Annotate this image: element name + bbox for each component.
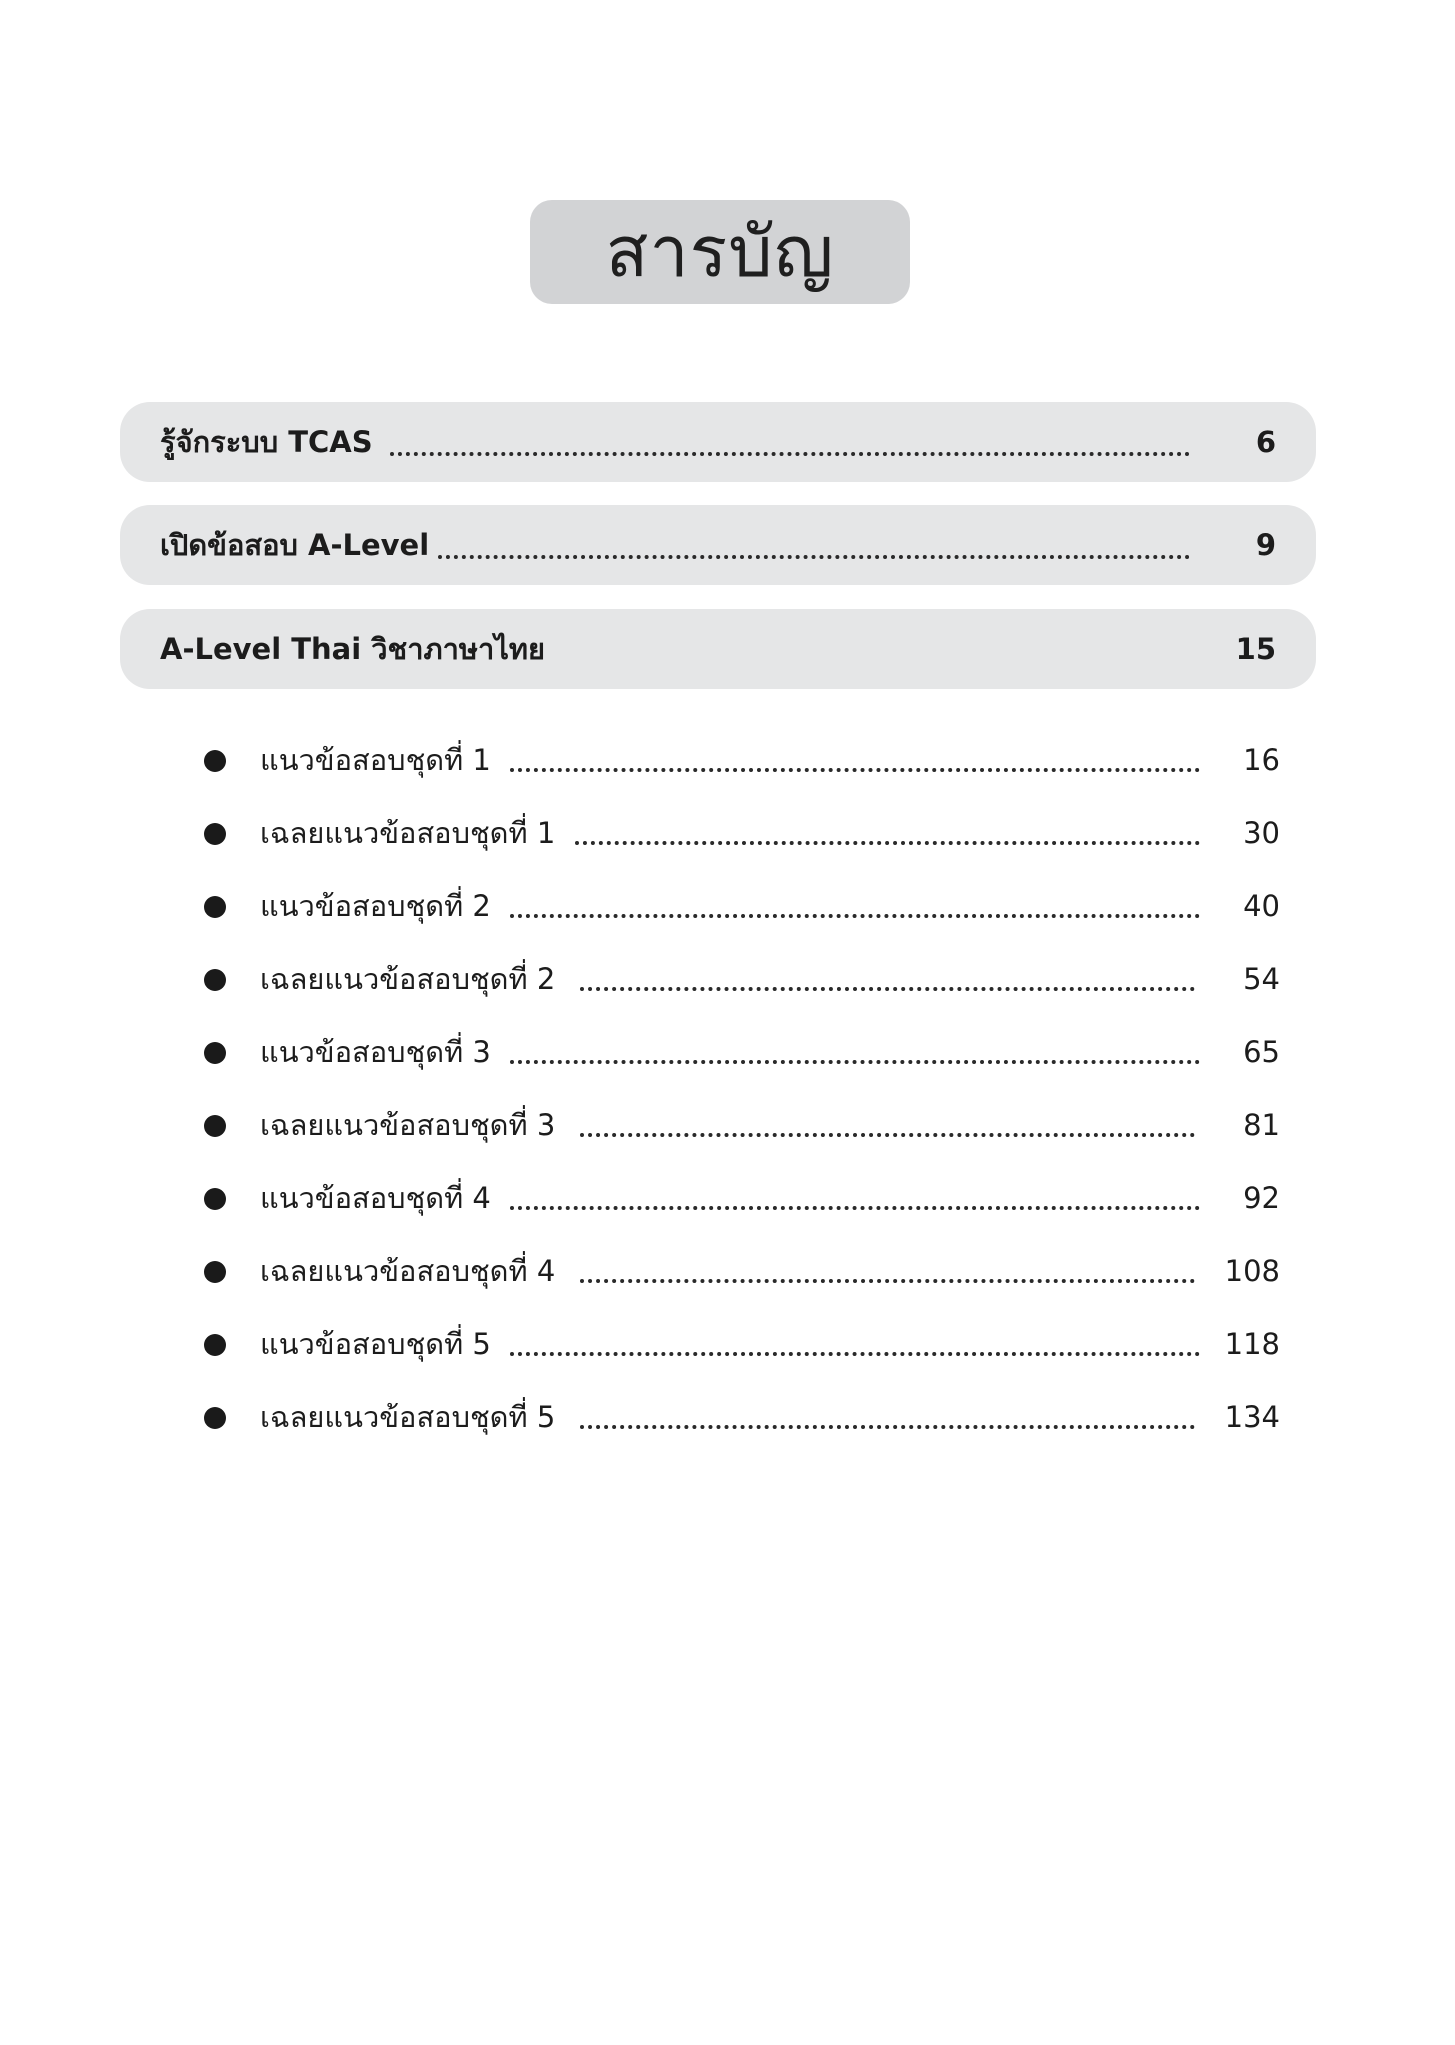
toc-leader-dots (580, 1425, 1195, 1429)
toc-item-label: แนวข้อสอบชุดที่ 1 (260, 743, 491, 777)
toc-item-page: 65 (1243, 1035, 1280, 1069)
toc-item-page: 81 (1243, 1108, 1280, 1142)
toc-item[interactable] (200, 1387, 1280, 1447)
toc-section-label: รู้จักระบบ TCAS (160, 425, 373, 459)
bullet-icon (204, 750, 226, 772)
bullet-icon (204, 1188, 226, 1210)
toc-leader-dots (580, 1133, 1195, 1137)
toc-item-page: 54 (1243, 962, 1280, 996)
toc-item-label: เฉลยแนวข้อสอบชุดที่ 3 (260, 1108, 556, 1142)
toc-item-label: เฉลยแนวข้อสอบชุดที่ 4 (260, 1254, 556, 1288)
toc-leader-dots (580, 1279, 1195, 1283)
toc-leader-dots (510, 914, 1200, 918)
bullet-icon (204, 823, 226, 845)
toc-section-page: 9 (1255, 528, 1276, 562)
bullet-icon (204, 896, 226, 918)
toc-item-label: เฉลยแนวข้อสอบชุดที่ 5 (260, 1400, 556, 1434)
toc-leader-dots (390, 452, 1190, 456)
toc-item[interactable] (200, 876, 1280, 936)
toc-item-label: แนวข้อสอบชุดที่ 4 (260, 1181, 491, 1215)
bullet-icon (204, 1261, 226, 1283)
toc-title: สารบัญ (605, 211, 835, 293)
toc-section-page: 6 (1255, 425, 1276, 459)
toc-section-page: 15 (1235, 632, 1276, 666)
bullet-icon (204, 1334, 226, 1356)
toc-item-label: แนวข้อสอบชุดที่ 3 (260, 1035, 491, 1069)
bullet-icon (204, 1407, 226, 1429)
toc-section-label: A-Level Thai วิชาภาษาไทย (160, 632, 546, 666)
toc-item[interactable] (200, 1095, 1280, 1155)
bullet-icon (204, 969, 226, 991)
toc-leader-dots (575, 841, 1200, 845)
toc-title-box (530, 200, 910, 304)
bullet-icon (204, 1042, 226, 1064)
toc-item[interactable] (200, 803, 1280, 863)
toc-leader-dots (510, 1060, 1200, 1064)
toc-item[interactable] (200, 949, 1280, 1009)
toc-item-page: 134 (1224, 1400, 1280, 1434)
toc-item-label: แนวข้อสอบชุดที่ 2 (260, 889, 491, 923)
toc-item[interactable] (200, 1314, 1280, 1374)
toc-section-a-level[interactable] (120, 505, 1316, 585)
toc-item[interactable] (200, 1241, 1280, 1301)
toc-item[interactable] (200, 730, 1280, 790)
toc-section-tcas[interactable] (120, 402, 1316, 482)
toc-leader-dots (510, 1352, 1200, 1356)
toc-item-page: 30 (1243, 816, 1280, 850)
toc-item[interactable] (200, 1168, 1280, 1228)
toc-item-label: แนวข้อสอบชุดที่ 5 (260, 1327, 491, 1361)
toc-leader-dots (510, 768, 1200, 772)
toc-item-page: 118 (1224, 1327, 1280, 1361)
toc-leader-dots (580, 987, 1195, 991)
toc-item-label: เฉลยแนวข้อสอบชุดที่ 2 (260, 962, 556, 996)
toc-item-page: 40 (1243, 889, 1280, 923)
toc-section-label: เปิดข้อสอบ A-Level (160, 528, 430, 562)
toc-leader-dots (438, 555, 1190, 559)
toc-item[interactable] (200, 1022, 1280, 1082)
toc-item-page: 108 (1224, 1254, 1280, 1288)
toc-leader-dots (510, 1206, 1200, 1210)
toc-item-page: 16 (1243, 743, 1280, 777)
toc-item-label: เฉลยแนวข้อสอบชุดที่ 1 (260, 816, 556, 850)
toc-item-page: 92 (1243, 1181, 1280, 1215)
bullet-icon (204, 1115, 226, 1137)
toc-section-thai[interactable] (120, 609, 1316, 689)
